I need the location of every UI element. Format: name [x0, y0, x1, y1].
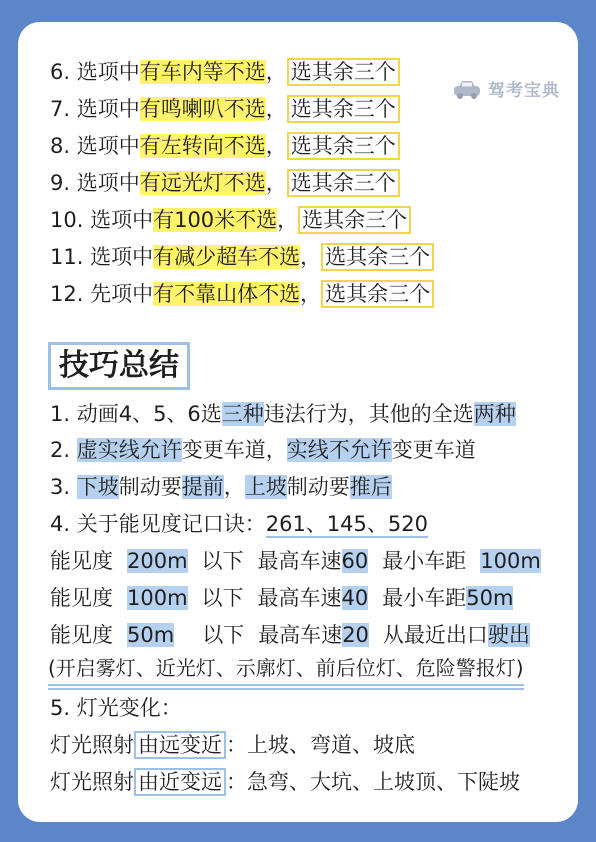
tip-text: 制动要: [118, 475, 182, 499]
rule-prefix: 9. 选项中: [50, 171, 140, 195]
vis-distance: 200m: [127, 549, 188, 573]
vis-gap-label: 最小车距: [382, 549, 467, 573]
rule-separator: ，: [265, 171, 287, 195]
vis-distance: 100m: [127, 586, 188, 610]
watermark: [452, 76, 560, 101]
vis-speed: 40: [341, 586, 369, 610]
tip-text: 变更车道，: [181, 438, 287, 462]
vis-speed: 20: [342, 623, 369, 647]
vis-below: 以下: [202, 623, 245, 647]
rule-item: [50, 243, 434, 271]
tip-highlight: 提前: [181, 475, 224, 499]
tip-highlight: 三种: [221, 402, 264, 426]
rule-separator: ，: [300, 282, 322, 306]
lights-note: (开启雾灯、近光灯、示廓灯、前后位灯、危险警报灯): [48, 654, 524, 686]
rule-prefix: 12. 先项中: [50, 282, 154, 306]
tip-text: 制动要: [286, 475, 350, 499]
vis-speed: 60: [341, 549, 369, 573]
rule-separator: ，: [277, 208, 299, 232]
tip-highlight: 实线不允许: [286, 438, 392, 462]
rule-separator: ，: [265, 60, 287, 84]
rule-item: [50, 280, 434, 308]
tip-text: 3.: [50, 475, 77, 499]
watermark-text: 驾考宝典: [488, 81, 560, 101]
vis-gap: 驶出: [487, 623, 530, 647]
rule-prefix: 8. 选项中: [50, 134, 140, 158]
rule-answer: 选其余三个: [321, 243, 434, 271]
tip-text: ：急弯、大坑、上坡顶、下陡坡: [226, 770, 520, 794]
tip-text: 2.: [50, 438, 77, 462]
visibility-row: [50, 547, 541, 575]
tip-text: ：上坡、弯道、坡底: [226, 733, 415, 757]
vis-label: 能见度: [50, 549, 113, 573]
tip-highlight: 上坡: [244, 475, 287, 499]
rule-item: [50, 95, 400, 123]
visibility-row: [50, 621, 530, 649]
lights-far-to-near: [50, 731, 415, 759]
rule-answer: 选其余三个: [298, 206, 411, 234]
vis-gap-label: 最小车距: [382, 586, 467, 610]
vis-below: 以下: [201, 549, 244, 573]
tip-text: 违法行为，其他的全选: [263, 402, 474, 426]
rule-answer: 选其余三个: [321, 280, 434, 308]
rule-highlight: 有100米不选: [153, 208, 278, 232]
tip-4: [50, 510, 428, 538]
tip-highlight: 下坡: [76, 475, 119, 499]
rule-answer: 选其余三个: [287, 95, 400, 123]
rule-item: [50, 132, 400, 160]
rule-prefix: 6. 选项中: [50, 60, 140, 84]
rule-highlight: 有不靠山体不选: [153, 282, 301, 306]
vis-speed-label: 最高车速: [257, 549, 342, 573]
tip-3: [50, 473, 392, 501]
rule-highlight: 有左转向不选: [139, 134, 266, 158]
car-icon: [452, 78, 482, 100]
rule-separator: ，: [300, 245, 322, 269]
vis-gap: 100m: [480, 549, 541, 573]
rule-prefix: 11. 选项中: [50, 245, 154, 269]
lights-near-to-far: [50, 768, 520, 796]
rule-item: [50, 206, 411, 234]
tip-boxed: 由近变远: [134, 768, 226, 796]
vis-gap-label: 从最近出口: [382, 623, 488, 647]
rule-separator: ，: [265, 97, 287, 121]
vis-speed-label: 最高车速: [258, 623, 343, 647]
vis-speed-label: 最高车速: [257, 586, 342, 610]
tip-text: 变更车道: [391, 438, 476, 462]
tip-text: 灯光照射: [50, 733, 134, 757]
rule-prefix: 10. 选项中: [50, 208, 154, 232]
vis-below: 以下: [201, 586, 244, 610]
tip-text: 灯光照射: [50, 770, 134, 794]
section-title: 技巧总结: [48, 342, 190, 390]
rule-item: [50, 169, 400, 197]
rule-item: [50, 58, 400, 86]
rule-answer: 选其余三个: [287, 132, 400, 160]
tip-highlight: 推后: [349, 475, 392, 499]
tip-boxed: 由远变近: [134, 731, 226, 759]
rule-highlight: 有减少超车不选: [153, 245, 301, 269]
vis-gap: 50m: [466, 586, 514, 610]
tip-2: [50, 436, 476, 464]
vis-label: 能见度: [50, 586, 113, 610]
content-card: [18, 22, 578, 822]
tip-text: 4. 关于能见度记口诀：: [50, 512, 266, 536]
vis-label: 能见度: [50, 623, 113, 647]
rule-answer: 选其余三个: [287, 58, 400, 86]
visibility-row: [50, 584, 513, 612]
tip-text: ，: [223, 475, 245, 499]
tip-5: 5. 灯光变化：: [50, 696, 182, 720]
rule-prefix: 7. 选项中: [50, 97, 140, 121]
vis-distance: 50m: [127, 623, 175, 647]
rule-highlight: 有鸣喇叭不选: [139, 97, 266, 121]
tip-highlight: 虚实线允许: [76, 438, 182, 462]
tip-1: [50, 400, 516, 428]
rule-highlight: 有车内等不选: [139, 60, 266, 84]
tip-highlight: 两种: [473, 402, 516, 426]
mnemonic-numbers: 261、145、520: [265, 512, 428, 536]
rule-separator: ，: [265, 134, 287, 158]
rule-highlight: 有远光灯不选: [139, 171, 266, 195]
tip-text: 1. 动画4、5、6选: [50, 402, 222, 426]
rule-answer: 选其余三个: [287, 169, 400, 197]
